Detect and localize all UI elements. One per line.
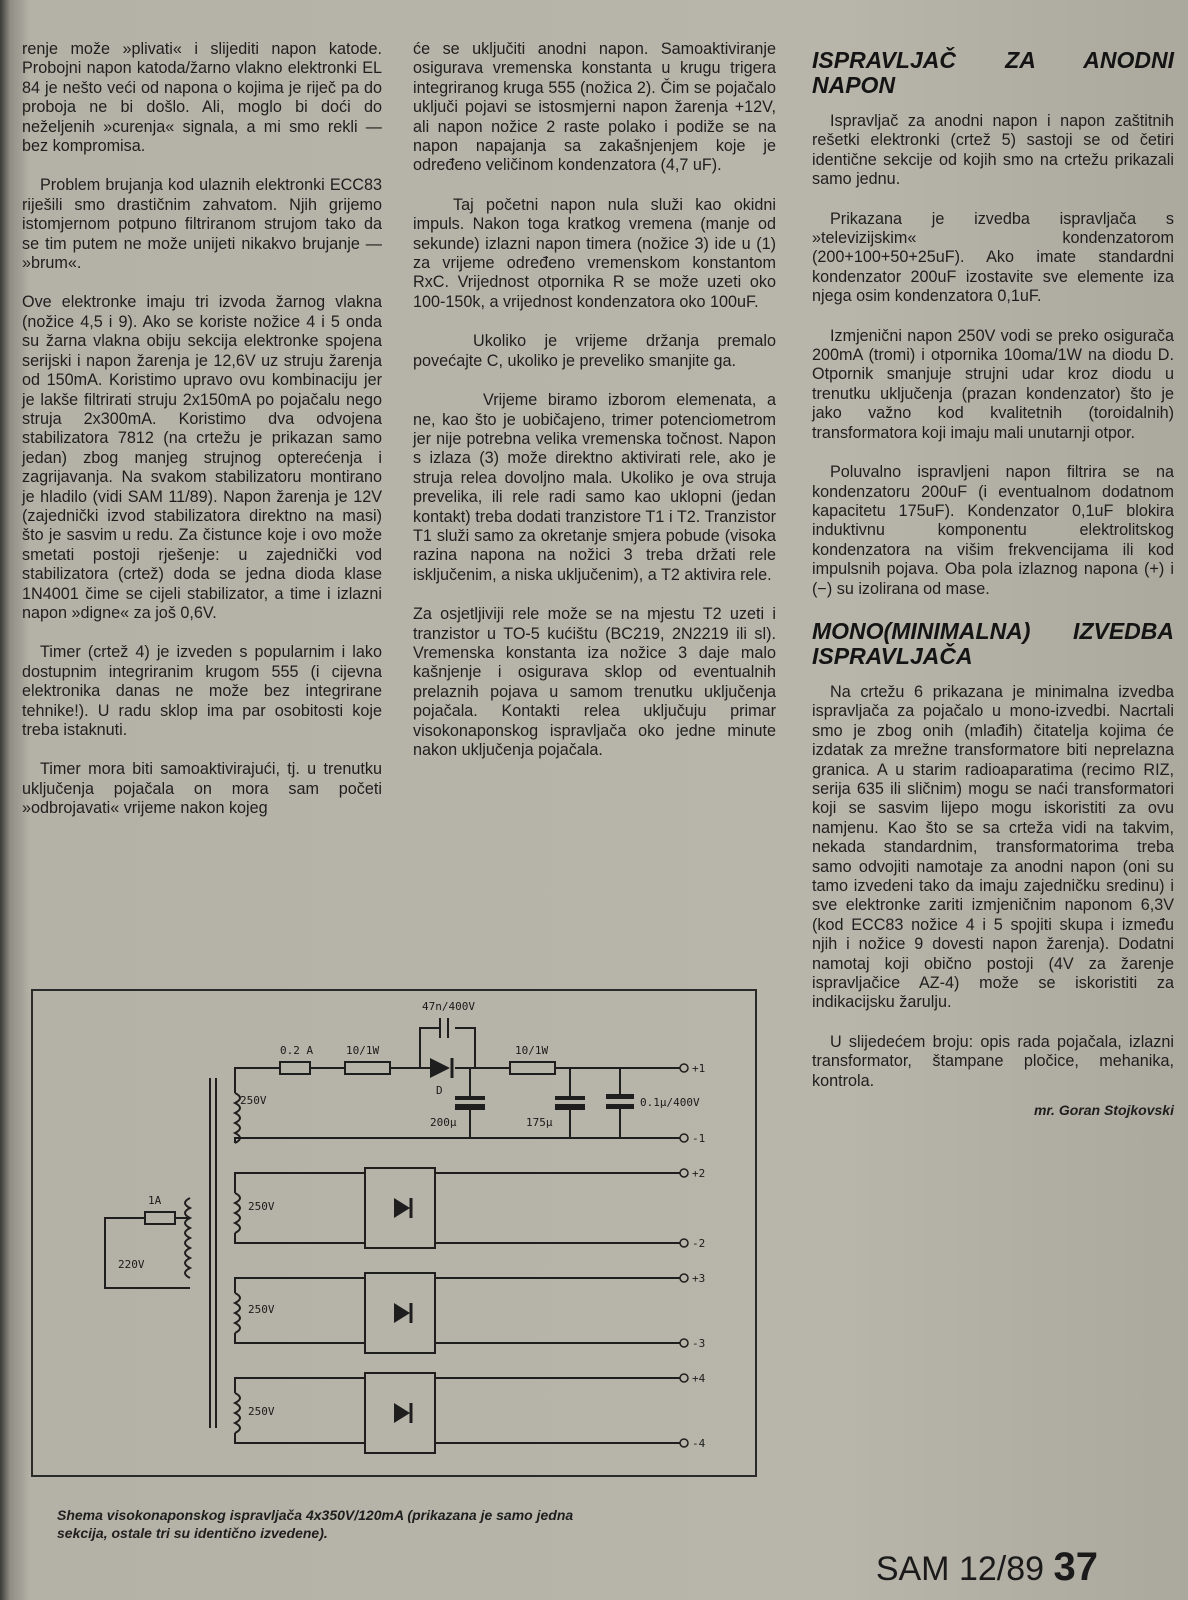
label-fuse-main: 1A <box>148 1194 162 1207</box>
text-column-3 <box>812 48 1174 1120</box>
resistor-2 <box>510 1062 555 1074</box>
terminal-label: -1 <box>692 1132 706 1145</box>
author-signature: mr. Goran Stojkovski <box>1033 1102 1174 1119</box>
paragraph: Ispravljač za anodni napon i napon zaštitnih rešetki elektronki (crtež 5) sastoji se od četiri identične sekcije od kojih smo na crtežu prikazali samo jednu. <box>812 112 1174 189</box>
paragraph: Za osjetljiviji rele može se na mjestu T2 uzeti i tranzistor u TO-5 kućištu (BC219, 2N2219 ili sl). Vremenska konstanta iza nožice 3 daje malo kašnjenje i osigurava sklop od eventualnih prelaznih pojava u samom trenutku uključenja pojačala. Kontakti relea uključuju primar visokonaponskog ispravljača oko jedne minute nakon uključenja pojačala. <box>413 605 776 759</box>
magazine-issue: SAM 12/89 <box>875 1550 1045 1588</box>
rectifier-diode-2 <box>394 1198 410 1218</box>
label-cap-175: 175μ <box>526 1116 553 1129</box>
capacitor-200 <box>455 1096 485 1100</box>
rectifier-diode-4 <box>394 1403 410 1423</box>
terminal-label: -2 <box>692 1237 706 1250</box>
page-footer <box>876 1545 1098 1590</box>
label-secondary-1: 250V <box>240 1094 267 1107</box>
terminal-label: -3 <box>692 1337 706 1350</box>
rectifier-schematic <box>30 988 758 1478</box>
label-cap-top: 47n/400V <box>422 1000 475 1013</box>
paragraph: Izmjenični napon 250V vodi se preko osigurača 200mA (tromi) i otpornika 10oma/1W na diodu D. Otpornik smanjuje strujni udar kroz diodu u trenutku uključenja (prazan kondenzator) što je jako važno kod kvalitetnih (toroidalnih) transformatora koji imaju mali unutarnji otpor. <box>812 326 1174 442</box>
label-resistor-2: 10/1W <box>515 1044 549 1057</box>
paragraph: Timer mora biti samoaktivirajući, tj. u trenutku uključenja pojačala on mora sam početi »odbrojavati« vrijeme nakon kojeg <box>22 760 382 818</box>
label-secondary-2: 250V <box>248 1200 275 1213</box>
label-resistor-1: 10/1W <box>346 1044 380 1057</box>
section-heading: MONO(MINIMALNA) IZVEDBA ISPRAVLJAČA <box>812 617 1174 669</box>
section-heading: ISPRAVLJAČ ZA ANODNI NAPON <box>812 47 1174 98</box>
paragraph: Problem brujanja kod ulaznih elektronki ECC83 riješili smo drastičnim zahvatom. Njih grijemo istomjernom potpuno filtriranom strujom tako da se tim putem ne može unijeti nikakvo brujanje — »brum«. <box>22 176 382 273</box>
figure-caption: Shema visokonaponskog ispravljača 4x350V/120mA (prikazana je samo jedna sekcija, ostale tri su identično izvedene). <box>57 1507 574 1541</box>
paragraph: Timer (crtež 4) je izveden s popularnim i lako dostupnim integriranim krugom 555 (i cijevna elektronika danas ne može bez integrirane tehnike!). U radu sklop ima par osobitosti koje treba istaknuti. <box>22 643 382 739</box>
label-secondary-4: 250V <box>248 1405 275 1418</box>
label-secondary-3: 250V <box>248 1303 275 1316</box>
paragraph: Taj početni napon nula služi kao okidni impuls. Nakon toga kratkog vremena (manje od sekunde) izlazni napon timera (nožice 3) ide u (1) za vrijeme određeno vremenskom konstantom RxC. Vrijednost otpornika R se može uzeti oko 100-150k, a vrijednost kondenzatora oko 100uF. <box>413 195 776 311</box>
paragraph: Prikazana je izvedba ispravljača s »televizijskim« kondenzatorom (200+100+50+25uF). Ako imate standardni kondenzator 200uF izostavite sve elemente iza njega osim kondenzatora 0,1uF. <box>812 209 1174 306</box>
paragraph: U slijedećem broju: opis rada pojačala, izlazni transformator, štampane pločice, mehanika, kontrola. <box>812 1032 1174 1090</box>
label-cap-200: 200μ <box>430 1116 457 1129</box>
terminal-label: +4 <box>692 1372 706 1385</box>
capacitor-01 <box>606 1094 634 1099</box>
resistor-1 <box>345 1062 390 1074</box>
page-number: 37 <box>1053 1545 1098 1589</box>
paragraph: Vrijeme biramo izborom elemenata, a ne, kao što je uobičajeno, trimer potenciometrom jer nije potrebna velika vremenska točnost. Napon s izlaza (3) može direktno aktivirati rele, ako je struja relea dovoljno mala. Ukoliko je ova struja prevelika, ili rele radi samo kao uklopni (jedan kontakt) treba dodati tranzistore T1 i T2. Tranzistor T1 služi samo za okretanje smjera pobude (visoka razina napona na nožici 3 treba držati rele isključenim, a niska uključenim), a T2 aktivira rele. <box>413 391 776 584</box>
text-column-1 <box>22 40 382 839</box>
capacitor-175 <box>555 1096 585 1100</box>
label-cap-01: 0.1μ/400V <box>640 1096 700 1109</box>
paragraph: Ove elektronke imaju tri izvoda žarnog vlakna (nožice 4,5 i 9). Ako se koriste nožice 4 i 5 onda su žarna vlakna obiju sekcija elektronke spojena serijski i napon žarenja je 12,6V uz struju žarenja od 150mA. Koristimo upravo ovu kombinaciju jer je lakše filtrirati struju 2x150mA po pojačalu nego struja 2x300mA. Koristimo dva odvojena stabilizatora 7812 (na crtežu je prikazan samo jedan) zbog manjeg strujnog opterećenja i zagrijavanja. Na svakom stabilizatoru montirano je hladilo (vidi SAM 11/89). Napon žarenja je 12V (zajednički izvod stabilizatora direktno na masi) što je sasvim u redu. Za čistunce koje i ovo može smetati postoji rješenje: u zajednički vod stabilizatora (crtež) doda se jedna dioda klase 1N4001 čime se cijeli stabilizator, a time i izlazni napon »digne« za još 0,6V. <box>22 293 382 622</box>
label-fuse-secondary: 0.2 A <box>280 1044 314 1057</box>
rectifier-diode-3 <box>394 1303 410 1323</box>
terminal-label: +1 <box>692 1062 706 1075</box>
text-column-2 <box>413 40 776 780</box>
fuse-secondary <box>280 1062 310 1074</box>
terminal-label: +3 <box>692 1272 706 1285</box>
paragraph: renje može »plivati« i slijediti napon katode. Probojni napon katoda/žarno vlakno elektronki EL 84 je nešto veći od napona o kojima je riječ pa do proboja ne bi došlo. Ali, moglo bi doći do neželjenih »curenja« signala, a mi smo rekli — bez kompromisa. <box>22 40 382 156</box>
paragraph: će se uključiti anodni napon. Samoaktiviranje osigurava vremenska konstanta u krugu trigera integriranog kruga 555 (nožica 2). Čim se pojačalo uključi pojavi se istosmjerni napon žarenja +12V, ali napon nožice 2 raste polako i podiže se na napon napajanja sa zakašnjenjem koje je određeno veličinom kondenzatora (4,7 uF). <box>413 40 776 175</box>
label-diode: D <box>436 1084 443 1097</box>
paragraph: Na crtežu 6 prikazana je minimalna izvedba ispravljača za pojačalo u mono-izvedbi. Nacrtali smo je zbog onih (mlađih) čitatelja kojima će izdatak za mrežne transformatore biti neprelazna granica. A u starim radioaparatima (recimo RIZ, serija 635 ili sličnim) mogu se naći transformatori koji se sasvim lijepo mogu iskoristiti za ovu namjenu. Kao što se sa crteža vidi na takvim, nekada standardnim, transformatorima treba samo odvojiti namotaje za anodni napon (oni su tamo izvedeni tako da imaju zajedničku sredinu) i sve elektronke zariti izmjeničnim naponom 6,3V (kod ECC83 nožice 4 i 5 spojiti skupa i između njih i nožice 9 dovesti napon žarenja). Dodatni namotaj koji obično postoji (4V za žarenje ispravljačice AZ-4) može se iskoristiti za indikacijsku žarulju. <box>812 682 1174 1012</box>
terminal-label: -4 <box>692 1437 706 1450</box>
terminal-label: +2 <box>692 1167 706 1180</box>
paragraph: Poluvalno ispravljeni napon filtrira se na kondenzatoru 200uF (i eventualnom dodatnom kapacitetu 175uF). Kondenzator 0,1uF blokira induktivnu komponentu elektrolitskog kondenzatora na višim frekvencijama ili kod impulsnih pojava. Oba pola izlaznog napona (+) i (−) su izolirana od mase. <box>812 463 1174 598</box>
label-mains: 220V <box>118 1258 145 1271</box>
fuse-main <box>145 1212 175 1224</box>
paragraph: Ukoliko je vrijeme držanja premalo povećajte C, ukoliko je preveliko smanjite ga. <box>413 332 776 370</box>
diode-symbol <box>430 1058 450 1078</box>
